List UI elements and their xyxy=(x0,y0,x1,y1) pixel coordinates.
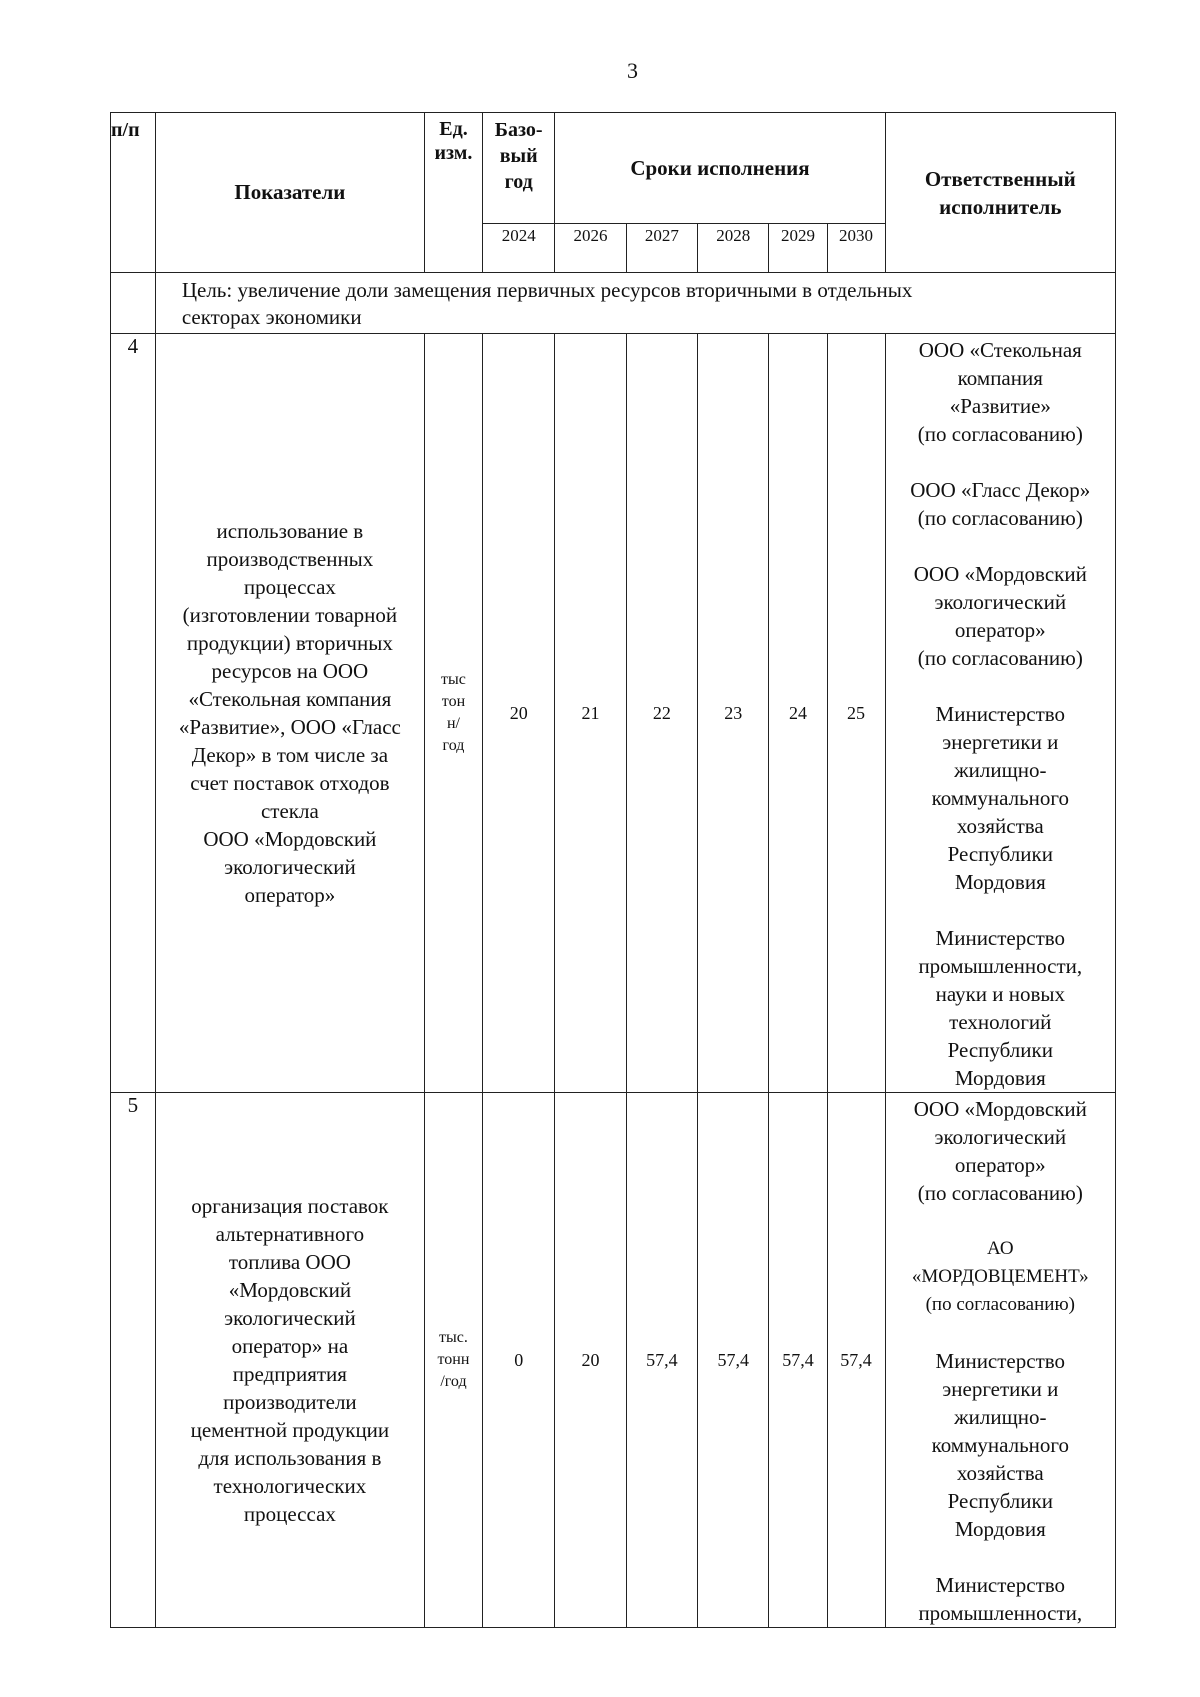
year-cell: 2030 xyxy=(827,224,885,273)
responsible-line: Мордовия xyxy=(954,1066,1046,1090)
unit-text xyxy=(424,334,482,1093)
text-line: /год xyxy=(440,1373,467,1390)
indicator-text xyxy=(155,1093,424,1628)
header-resp-line: исполнитель xyxy=(939,194,1062,219)
page-number: 3 xyxy=(627,58,638,83)
responsible-line: хозяйства xyxy=(956,1461,1044,1485)
responsible-line: (по согласованию) xyxy=(917,422,1083,446)
header-base-line: Базо- xyxy=(494,119,543,141)
responsible-entry xyxy=(886,1095,1115,1207)
text-line: продукции) вторичных xyxy=(186,631,393,655)
header-base-line: год xyxy=(504,171,533,193)
unit-text xyxy=(424,1093,482,1628)
goal-num-cell xyxy=(111,273,156,334)
value-cell: 25 xyxy=(827,334,885,1093)
responsible-line: Мордовия xyxy=(954,1517,1046,1541)
responsible-line: Министерство xyxy=(935,926,1066,950)
responsible-line: ООО «Гласс Декор» xyxy=(910,478,1091,502)
year-cell: 2028 xyxy=(698,224,769,273)
year-cell: 2027 xyxy=(626,224,697,273)
value-cell: 21 xyxy=(555,334,626,1093)
value-cell: 57,4 xyxy=(827,1093,885,1628)
text-line: тыс xyxy=(441,671,466,688)
value-cell: 57,4 xyxy=(626,1093,697,1628)
responsible-line: экологический xyxy=(934,590,1067,614)
text-line: предприятия xyxy=(232,1362,347,1386)
text-line: ООО «Мордовский xyxy=(203,827,377,851)
responsible-line: хозяйства xyxy=(956,814,1044,838)
text-line: производители xyxy=(223,1390,357,1414)
responsible-line: жилищно- xyxy=(954,758,1047,782)
text-line: технологических xyxy=(213,1474,367,1498)
text-line: топлива ООО xyxy=(228,1250,351,1274)
year-cell: 2029 xyxy=(769,224,827,273)
text-line: экологический xyxy=(224,1306,356,1330)
responsible-line: науки и новых xyxy=(935,982,1066,1006)
header-base-line: вый xyxy=(499,145,538,167)
text-line: организация поставок xyxy=(191,1194,389,1218)
text-line: использование в xyxy=(216,519,364,543)
header-pp: п/п xyxy=(111,113,156,273)
responsible-line: компания xyxy=(957,366,1043,390)
responsible-line: (по согласованию) xyxy=(917,646,1083,670)
responsible-line: коммунального xyxy=(931,1433,1070,1457)
header-base-year xyxy=(483,113,555,224)
value-cell: 23 xyxy=(698,334,769,1093)
year-cell: 2024 xyxy=(483,224,555,273)
value-cell: 20 xyxy=(555,1093,626,1628)
responsible-line: Министерство xyxy=(935,1349,1066,1373)
responsible-line: промышленности, xyxy=(918,1601,1083,1625)
text-line: счет поставок отходов xyxy=(190,771,390,795)
text-line: тон xyxy=(441,693,466,710)
value-cell: 57,4 xyxy=(769,1093,827,1628)
responsible-line: ООО «Стекольная xyxy=(918,338,1082,362)
responsible-line: ООО «Мордовский xyxy=(913,562,1087,586)
text-line: экологический xyxy=(224,855,356,879)
value-cell: 0 xyxy=(483,1093,555,1628)
responsible-line: промышленности, xyxy=(918,954,1083,978)
responsible-line: оператор» xyxy=(954,618,1046,642)
responsible-line: экологический xyxy=(934,1125,1067,1149)
text-line: цементной продукции xyxy=(190,1418,390,1442)
responsible-line: энергетики и xyxy=(942,1377,1059,1401)
text-line: процессах xyxy=(243,575,336,599)
responsible-line: Республики xyxy=(947,842,1053,866)
goal-line: секторах экономики xyxy=(181,305,362,329)
row-number: 5 xyxy=(111,1093,156,1628)
text-line: альтернативного xyxy=(215,1222,365,1246)
text-line: «Развитие», ООО «Гласс xyxy=(178,715,401,739)
text-line: производственных xyxy=(206,547,374,571)
responsible-entry xyxy=(886,1571,1115,1627)
responsible-line: энергетики и xyxy=(942,730,1059,754)
responsible-cell xyxy=(885,1093,1115,1628)
header-indicators: Показатели xyxy=(155,113,424,273)
header-resp-line: Ответственный xyxy=(924,166,1076,191)
goal-row xyxy=(155,273,1115,334)
text-line: год xyxy=(442,737,465,754)
text-line: тыс. xyxy=(439,1329,468,1346)
responsible-line: Республики xyxy=(947,1489,1053,1513)
header-unit-line: изм. xyxy=(434,142,473,164)
text-line: ресурсов на ООО xyxy=(211,659,369,683)
responsible-line: Республики xyxy=(947,1038,1053,1062)
text-line: стекла xyxy=(260,799,319,823)
responsible-entry xyxy=(886,476,1115,532)
header-unit-line: Ед. xyxy=(439,118,468,140)
text-line: (изготовлении товарной xyxy=(182,603,398,627)
responsible-line: ООО «Мордовский xyxy=(913,1097,1087,1121)
value-cell: 22 xyxy=(626,334,697,1093)
text-line: для использования в xyxy=(198,1446,382,1470)
responsible-line: оператор» xyxy=(954,1153,1046,1177)
responsible-line: АО xyxy=(987,1238,1014,1259)
value-cell: 24 xyxy=(769,334,827,1093)
responsible-entry xyxy=(886,700,1115,896)
responsible-line: Министерство xyxy=(935,702,1066,726)
responsible-line: жилищно- xyxy=(954,1405,1047,1429)
header-terms: Сроки исполнения xyxy=(555,113,885,224)
goal-line: Цель: увеличение доли замещения первичных ресурсов вторичными в отдельных xyxy=(181,278,913,302)
responsible-line: (по согласованию) xyxy=(917,1181,1083,1205)
responsible-line: коммунального xyxy=(931,786,1070,810)
text-line: оператор» xyxy=(244,883,336,907)
text-line: оператор» на xyxy=(231,1334,349,1358)
responsible-line: (по согласованию) xyxy=(925,1294,1075,1315)
responsible-line: Министерство xyxy=(935,1573,1066,1597)
table-row xyxy=(111,334,1116,1093)
text-line: н/ xyxy=(446,715,460,732)
responsible-entry xyxy=(886,1235,1115,1319)
row-number: 4 xyxy=(111,334,156,1093)
responsible-entry xyxy=(886,1347,1115,1543)
text-line: «Мордовский xyxy=(228,1278,352,1302)
year-cell: 2026 xyxy=(555,224,626,273)
text-line: процессах xyxy=(243,1502,336,1526)
table-row xyxy=(111,1093,1116,1628)
responsible-cell xyxy=(885,334,1115,1093)
responsible-line: «Развитие» xyxy=(949,394,1051,418)
text-line: тонн xyxy=(437,1351,470,1368)
responsible-line: «МОРДОВЦЕМЕНТ» xyxy=(911,1266,1089,1287)
responsible-line: (по согласованию) xyxy=(917,506,1083,530)
responsible-entry xyxy=(886,336,1115,448)
responsible-entry xyxy=(886,560,1115,672)
responsible-line: технологий xyxy=(949,1010,1052,1034)
text-line: «Стекольная компания xyxy=(188,687,392,711)
value-cell: 20 xyxy=(483,334,555,1093)
responsible-entry xyxy=(886,924,1115,1092)
header-unit xyxy=(424,113,482,273)
indicator-text xyxy=(155,334,424,1093)
responsible-line: Мордовия xyxy=(954,870,1046,894)
text-line: Декор» в том числе за xyxy=(191,743,389,767)
value-cell: 57,4 xyxy=(698,1093,769,1628)
header-responsible xyxy=(885,113,1115,273)
indicators-table xyxy=(110,112,1116,1628)
